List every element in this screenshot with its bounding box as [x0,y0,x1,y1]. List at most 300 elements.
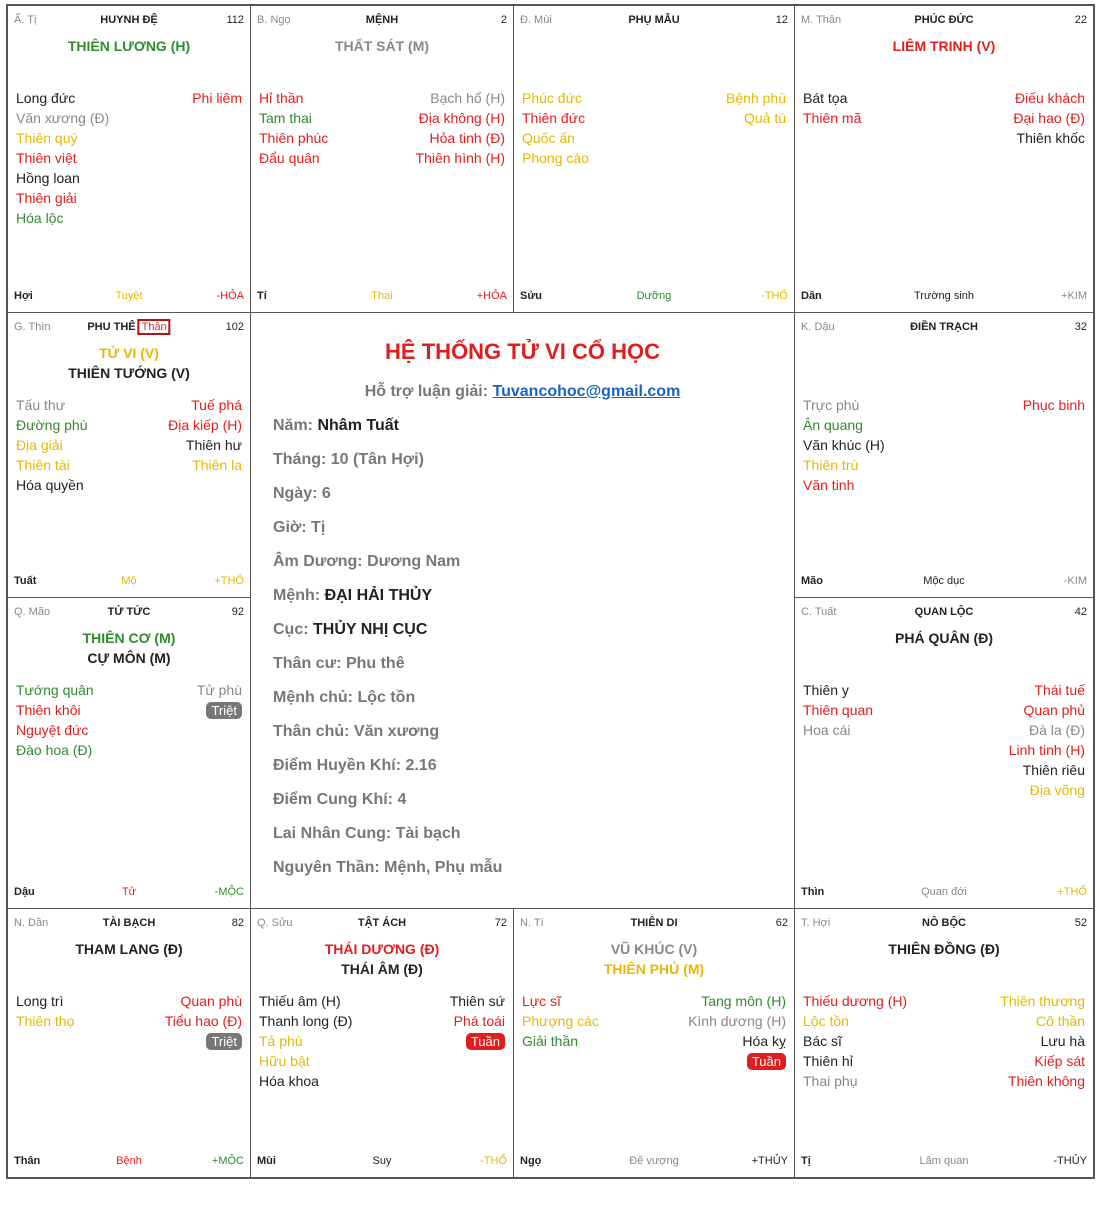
star-right: Lưu hà [1040,1033,1085,1049]
star-left: Hữu bật [259,1053,310,1069]
star-row [16,148,242,168]
main-star: THÁI DƯƠNG (Đ) [324,941,440,957]
star-right: Bệnh phù [726,90,786,106]
star-row [16,395,242,415]
info-row [273,859,502,877]
life-stage: Tử [121,886,137,898]
star-right [466,1031,505,1051]
star-right: Đà la (Đ) [1028,722,1085,738]
palace-header [514,917,794,931]
palace-phu-mau[interactable] [514,6,795,313]
star-left: Thiên giải [16,190,77,206]
branch-label: Thân [14,1155,41,1167]
info-value: ĐẠI HẢI THỦY [324,587,433,604]
star-row [259,108,505,128]
star-right: Địa võng [1029,782,1085,798]
info-row [273,587,432,605]
star-left: Tướng quân [16,682,94,698]
palace-name-text: PHỤ MẪU [628,14,680,26]
info-row [273,485,331,503]
palace-footer [14,886,244,900]
branch-label: Tí [257,290,267,302]
star-row [522,991,786,1011]
star-row [259,88,505,108]
star-left: Nguyệt đức [16,722,89,738]
star-right: Tuế phá [191,397,242,413]
palace-tai-bach[interactable] [8,909,251,1177]
info-value: THỦY NHỊ CỤC [313,621,428,638]
element-label: -THỔ [480,1155,507,1167]
palace-thien-di[interactable] [514,909,795,1177]
branch-label: Thìn [801,886,825,898]
star-left: Thai phụ [803,1073,858,1089]
star-left: Thiên quan [803,702,874,718]
palace-number: 52 [1074,917,1087,929]
star-row [16,88,242,108]
palace-footer [14,290,244,304]
palace-name-text: NÔ BỘC [922,917,966,929]
star-list [803,88,1085,148]
palace-header [795,321,1093,335]
star-left: Thiên quý [16,130,78,146]
star-row [16,1011,242,1031]
life-stage: Đế vượng [629,1155,679,1167]
star-right: Kình dương (H) [688,1013,786,1029]
main-star: THIÊN TƯỚNG (V) [68,365,190,381]
palace-stem: N. Dần [14,917,49,929]
palace-name-text: TỬ TỨC [107,606,151,618]
info-label: Thân cư: [273,655,342,672]
star-right: Hỏa tinh (Đ) [429,130,505,146]
element-label: -MỘC [214,886,244,898]
star-list [803,991,1085,1091]
star-right: Quan phù [180,993,242,1009]
star-row [803,1071,1085,1091]
star-left: Hoa cái [803,722,851,738]
info-value: 4 [397,791,407,808]
palace-number: 82 [231,917,244,929]
star-left: Thiên trù [803,457,859,473]
main-star: TỬ VI (V) [99,345,159,361]
support-email-link[interactable]: Tuvancohoc@gmail.com [492,383,681,400]
star-right: Bạch hổ (H) [430,90,505,106]
palace-stem: Q. Sửu [257,917,293,929]
palace-name [87,321,170,333]
branch-label: Tuất [14,575,37,587]
star-row [16,415,242,435]
star-row [259,1051,505,1071]
palace-stem: B. Ngọ [257,14,291,26]
star-right: Địa không (H) [418,110,505,126]
star-right: Quan phủ [1023,702,1085,718]
palace-stem: T. Hợi [801,917,831,929]
star-left: Văn khúc (H) [803,437,885,453]
star-row [803,475,1085,495]
palace-footer [520,290,788,304]
star-row [16,188,242,208]
star-row [803,415,1085,435]
info-row [273,417,399,435]
star-row [803,108,1085,128]
info-row [273,553,460,571]
palace-no-boc[interactable] [795,909,1093,1177]
star-row [522,1011,786,1031]
branch-label: Tị [801,1155,811,1167]
star-right: Hóa kỵ [742,1033,786,1049]
info-row [273,689,415,707]
palace-name [922,917,966,929]
palace-number: 62 [775,917,788,929]
star-right: Thiên hình (H) [415,150,505,166]
info-row [273,723,439,741]
info-value: Dương Nam [367,553,461,570]
main-star: THẤT SÁT (M) [334,38,430,54]
palace-name-text: TẬT ÁCH [357,917,407,929]
star-left: Long đức [16,90,76,106]
element-label: -HỎA [216,290,244,302]
star-left: Hỉ thần [259,90,304,106]
element-label: -KIM [1063,575,1087,587]
star-right: Phục binh [1022,397,1085,413]
star-left: Tấu thư [16,397,66,413]
tuan-badge: Tuần [466,1033,505,1050]
palace-name [103,917,156,929]
main-star: THIÊN LƯƠNG (H) [67,38,191,54]
star-right: Tang môn (H) [701,993,786,1009]
life-stage: Dưỡng [636,290,672,302]
main-star: THIÊN PHỦ (M) [603,961,705,977]
main-star: THÁI ÂM (Đ) [341,961,423,977]
element-label: +KIM [1061,290,1087,302]
life-stage: Lâm quan [919,1155,969,1167]
info-label: Thân chủ: [273,723,350,740]
star-list [16,88,242,228]
star-row [803,128,1085,148]
star-left: Đẩu quân [259,150,320,166]
star-row [803,1051,1085,1071]
star-left: Hóa khoa [259,1073,319,1089]
palace-footer [801,886,1087,900]
star-left: Văn tinh [803,477,855,493]
star-row [522,148,786,168]
palace-tat-ach[interactable] [251,909,514,1177]
star-row [522,88,786,108]
palace-name-text: PHÚC ĐỨC [914,14,974,26]
star-left: Phượng các [522,1013,599,1029]
star-list [16,991,242,1051]
star-right: Phá toái [453,1013,505,1029]
branch-label: Ngọ [520,1155,542,1167]
palace-name [100,14,157,26]
star-left: Thiên việt [16,150,77,166]
palace-header [795,917,1093,931]
info-label: Nguyên Thần: [273,859,380,876]
palace-name-text: PHU THÊ [87,321,136,333]
palace-name-text: HUYNH ĐỆ [100,14,158,26]
star-right: Địa kiếp (H) [168,417,242,433]
palace-header [251,14,513,28]
star-right [747,1051,786,1071]
star-right: Đại hao (Đ) [1013,110,1085,126]
star-left: Thiên tài [16,457,70,473]
palace-header [8,321,250,335]
star-right: Thiên sứ [449,993,505,1009]
star-left: Tả phù [259,1033,303,1049]
star-left: Bát tọa [803,90,848,106]
star-left: Thiên phúc [259,130,329,146]
star-row [803,740,1085,760]
star-row [522,1051,786,1071]
star-right: Thiên không [1007,1073,1085,1089]
star-left: Thiếu dương (H) [803,993,908,1009]
main-star: THIÊN ĐỒNG (Đ) [888,941,1000,957]
element-label: -THỦY [1053,1155,1087,1167]
star-right: Kiếp sát [1034,1053,1085,1069]
info-row [273,451,424,469]
star-row [259,1031,505,1051]
palace-stem: Đ. Mùi [520,14,552,26]
palace-footer [801,290,1087,304]
star-left: Giải thần [522,1033,579,1049]
life-stage: Mộc dục [923,575,965,587]
palace-stem: M. Thân [801,14,842,26]
star-right: Điếu khách [1014,90,1085,106]
star-left: Thiên hỉ [803,1053,853,1069]
star-left: Lộc tồn [803,1013,849,1029]
life-stage: Quan đới [921,886,967,898]
star-list [803,680,1085,800]
star-right: Tiểu hao (Đ) [164,1013,242,1029]
star-row [259,148,505,168]
star-row [803,435,1085,455]
info-label: Điểm Cung Khí: [273,791,393,808]
star-row [803,720,1085,740]
main-star: THAM LANG (Đ) [75,941,183,957]
palace-dien-trach[interactable] [795,313,1093,598]
main-star: VŨ KHÚC (V) [610,941,698,957]
info-row [273,621,427,639]
star-list [259,991,505,1091]
star-left: Thiên thọ [16,1013,75,1029]
palace-header [795,14,1093,28]
star-row [16,208,242,228]
palace-phuc-duc[interactable] [795,6,1093,313]
triet-badge: Triệt [206,702,242,719]
palace-name-text: MỆNH [365,14,399,26]
info-label: Cục: [273,621,309,638]
star-row [16,475,242,495]
star-row [16,740,242,760]
star-row [803,680,1085,700]
branch-label: Mùi [257,1155,276,1167]
star-row [16,455,242,475]
star-left: Hóa quyền [16,477,84,493]
star-row [16,720,242,740]
palace-name [358,917,406,929]
palace-header [8,606,250,620]
star-row [16,1031,242,1051]
info-value: Văn xương [353,723,440,740]
star-list [259,88,505,168]
star-right: Phi liêm [192,90,242,106]
palace-stem: G. Thìn [14,321,51,333]
palace-tu-tuc[interactable] [8,598,251,909]
star-row [16,128,242,148]
palace-header [795,606,1093,620]
star-left: Văn xương (Đ) [16,110,110,126]
palace-name [108,606,151,618]
star-row [16,680,242,700]
info-value: 6 [321,485,331,502]
element-label: +THỔ [1057,886,1087,898]
branch-label: Dần [801,290,822,302]
palace-stem: Q. Mão [14,606,51,618]
tu-vi-chart [6,4,1095,1179]
than-marker: Thân [138,319,171,335]
star-left: Trực phù [803,397,860,413]
main-star: PHÁ QUÂN (Đ) [895,630,993,646]
element-label: +HỎA [476,290,507,302]
chart-title: HỆ THỐNG TỬ VI CỔ HỌC [385,339,660,364]
palace-footer [520,1155,788,1169]
palace-stem: K. Dậu [801,321,835,333]
palace-footer [14,575,244,589]
star-left: Thiên mã [803,110,862,126]
life-stage: Mộ [121,575,137,587]
star-right: Thiên khốc [1016,130,1085,146]
star-list [522,991,786,1071]
star-right: Quả tú [743,110,786,126]
info-label: Âm Dương: [273,553,363,570]
palace-footer [257,1155,507,1169]
element-label: +THỦY [751,1155,788,1167]
star-left: Thiên khôi [16,702,81,718]
star-left: Thiên y [803,682,849,698]
star-left: Hồng loan [16,170,80,186]
star-right: Thiên thương [1000,993,1085,1009]
star-left: Phúc đức [522,90,582,106]
palace-stem: C. Tuất [801,606,837,618]
palace-footer [801,1155,1087,1169]
star-row [522,108,786,128]
palace-name-text: QUAN LỘC [914,606,974,618]
life-stage: Suy [372,1155,392,1167]
info-value: Lộc tồn [357,689,416,706]
support-line [251,383,794,401]
star-row [803,700,1085,720]
star-row [522,1031,786,1051]
star-left: Thanh long (Đ) [259,1013,353,1029]
life-stage: Trường sinh [913,290,975,302]
star-right [206,1031,242,1051]
palace-quan-loc[interactable] [795,598,1093,909]
star-list [522,88,786,168]
star-row [803,455,1085,475]
star-row [259,991,505,1011]
palace-name [915,606,974,618]
life-stage: Bệnh [116,1155,142,1167]
palace-footer [801,575,1087,589]
star-row [16,435,242,455]
element-label: -THỔ [761,290,788,302]
branch-label: Mão [801,575,823,587]
info-value: Nhâm Tuất [317,417,399,434]
palace-number: 32 [1074,321,1087,333]
info-value: 2.16 [405,757,437,774]
element-label: +MỘC [211,1155,244,1167]
palace-header [8,917,250,931]
star-right: Thiên hư [185,437,242,453]
star-row [16,108,242,128]
star-right [206,700,242,720]
palace-huynh-de[interactable] [8,6,251,313]
star-row [16,991,242,1011]
palace-name-text: TÀI BẠCH [102,917,156,929]
star-left: Phong cáo [522,150,589,166]
palace-menh[interactable] [251,6,514,313]
chart-info-panel [251,313,795,909]
star-left: Quốc ấn [522,130,575,146]
palace-name-text: THIÊN DI [630,917,678,929]
palace-header [251,917,513,931]
star-row [522,128,786,148]
info-label: Mệnh: [273,587,321,604]
life-stage: Thai [371,290,393,302]
palace-name [366,14,398,26]
star-row [259,128,505,148]
branch-label: Sửu [520,290,543,302]
star-left: Bác sĩ [803,1033,842,1049]
star-row [259,1071,505,1091]
star-left: Hóa lộc [16,210,64,226]
info-row [273,757,437,775]
branch-label: Dậu [14,886,35,898]
star-left: Thiên đức [522,110,586,126]
star-right: Thiên la [192,457,242,473]
star-row [259,1011,505,1031]
star-left: Địa giải [16,437,63,453]
star-row [803,991,1085,1011]
palace-stem: N. Tí [520,917,544,929]
palace-name [630,917,677,929]
palace-phu-the[interactable] [8,313,251,598]
info-label: Điểm Huyền Khí: [273,757,402,774]
info-label: Ngày: [273,485,318,502]
star-left: Tam thai [259,110,312,126]
info-label: Lai Nhân Cung: [273,825,392,842]
star-list [16,395,242,495]
info-label: Năm: [273,417,314,434]
star-left: Lực sĩ [522,993,561,1009]
star-right: Thái tuế [1034,682,1085,698]
info-value: 10 (Tân Hợi) [330,451,424,468]
star-left: Ân quang [803,417,863,433]
star-list [16,680,242,760]
star-left: Đào hoa (Đ) [16,742,93,758]
star-row [803,88,1085,108]
info-label: Tháng: [273,451,327,468]
star-row [803,760,1085,780]
star-list [803,395,1085,495]
star-row [16,168,242,188]
main-star: LIÊM TRINH (V) [892,38,996,54]
palace-header [8,14,250,28]
info-label: Mệnh chủ: [273,689,353,706]
star-right: Thiên riêu [1022,762,1085,778]
palace-footer [14,1155,244,1169]
palace-number: 22 [1074,14,1087,26]
palace-number: 42 [1074,606,1087,618]
